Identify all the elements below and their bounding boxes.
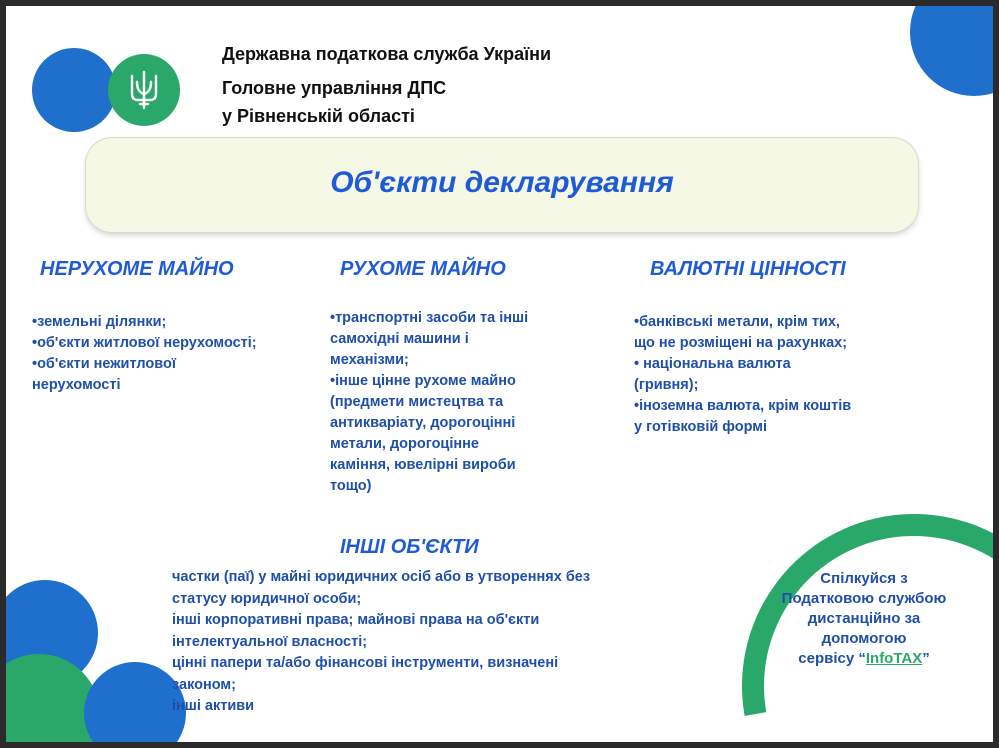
list-currency-values (634, 312, 851, 438)
list-item: (гривня); (634, 377, 699, 393)
deco-circle-blue-bottom-mid (84, 662, 186, 742)
list-item: •банківські метали, крім тих, (634, 314, 840, 330)
promo-infotax (754, 569, 974, 669)
list-item: частки (паї) у майні юридичних осіб або в утвореннях без (172, 569, 591, 585)
slide (6, 6, 993, 742)
emblem-circle (108, 54, 180, 126)
infotax-link[interactable]: InfoTAX (865, 650, 923, 667)
list-item: •транспортні засоби та інші (330, 310, 529, 326)
promo-line-service (754, 649, 974, 669)
list-item: •об'єкти житлової нерухомості; (32, 335, 257, 351)
trident-emblem-icon (128, 70, 160, 110)
list-other-objects (172, 567, 590, 718)
slide-title: Об'єкти декларування (330, 166, 674, 199)
list-item: самохідні машини і (330, 331, 469, 347)
list-real-estate (32, 312, 257, 396)
list-item: інші активи (172, 698, 255, 714)
list-movable-property (330, 308, 528, 497)
heading-movable-property: РУХОМЕ МАЙНО (340, 258, 506, 280)
org-name: Державна податкова служба України (222, 44, 552, 64)
list-item: механізми; (330, 352, 409, 368)
list-item: у готівковій формі (634, 419, 768, 435)
list-item: антикваріату, дорогоцінні (330, 415, 516, 431)
heading-real-estate: НЕРУХОМЕ МАЙНО (40, 258, 234, 280)
list-item: •об'єкти нежитлової (32, 356, 176, 372)
promo-line: Спілкуйся з (820, 570, 908, 587)
list-item: тощо) (330, 478, 372, 494)
promo-service-suffix: ” (922, 650, 930, 667)
promo-line: допомогою (821, 630, 907, 647)
org-department: Головне управління ДПС (222, 78, 447, 98)
list-item: нерухомості (32, 377, 121, 393)
list-item: статусу юридичної особи; (172, 590, 362, 607)
list-item: законом; (172, 676, 236, 693)
list-item: •іноземна валюта, крім коштів (634, 398, 852, 414)
promo-line: дистанційно за (807, 610, 921, 627)
list-item: інші корпоративні права; майнові права на об'єкти (172, 612, 540, 628)
list-item: цінні папери та/або фінансові інструменти, визначені (172, 655, 559, 671)
list-item: •земельні ділянки; (32, 314, 167, 330)
title-box (86, 138, 918, 232)
promo-service-prefix: сервісу “ (798, 650, 866, 667)
deco-circle-blue-top-right (910, 6, 993, 96)
org-region: у Рівненській області (222, 106, 415, 126)
list-item: що не розміщені на рахунках; (634, 335, 848, 351)
list-item: каміння, ювелірні вироби (330, 457, 516, 473)
heading-currency-values: ВАЛЮТНІ ЦІННОСТІ (650, 258, 846, 280)
list-item: метали, дорогоцінне (330, 436, 479, 452)
promo-line: Податковою службою (781, 590, 947, 607)
list-item: •інше цінне рухоме майно (330, 373, 516, 389)
list-item: • національна валюта (634, 356, 791, 372)
list-item: (предмети мистецтва та (330, 394, 504, 410)
deco-circle-blue-top-left (32, 48, 116, 132)
list-item: інтелектуальної власності; (172, 633, 368, 650)
heading-other-objects: ІНШІ ОБ'ЄКТИ (340, 536, 479, 558)
